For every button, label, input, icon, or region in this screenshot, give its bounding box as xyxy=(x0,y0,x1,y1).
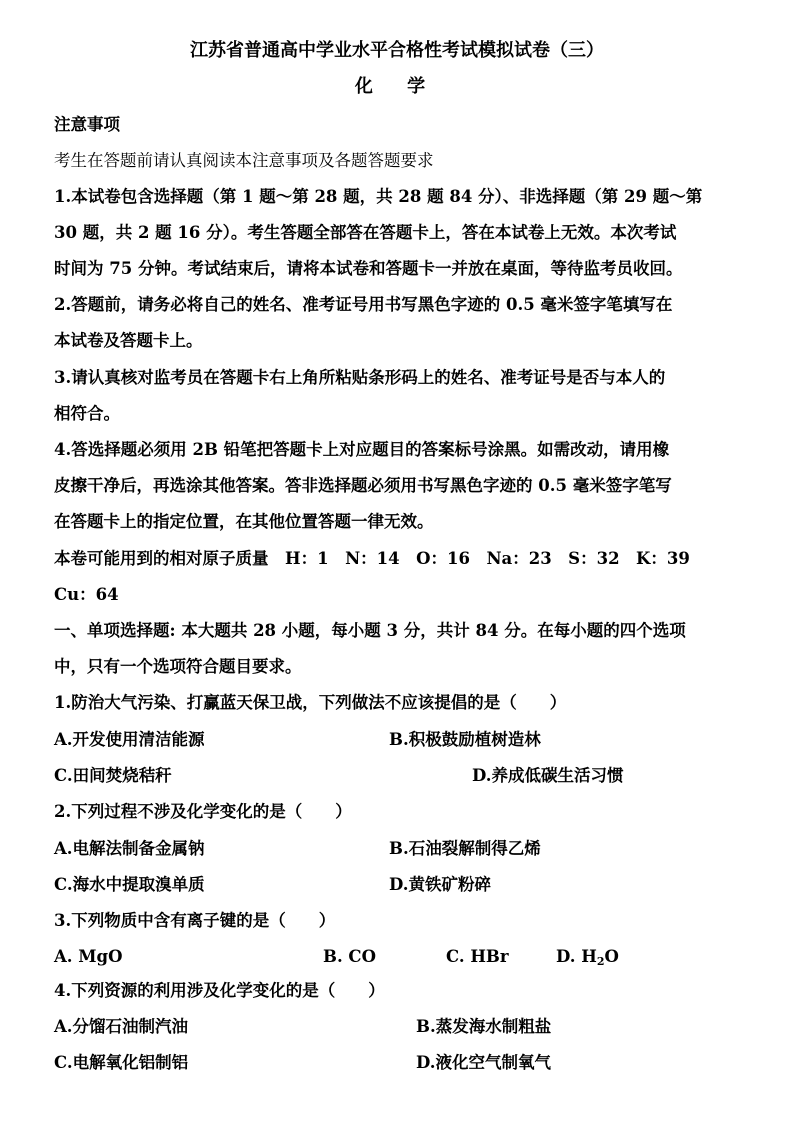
section-heading: 中，只有一个选项符合题目要求。 xyxy=(54,657,302,676)
notice-line: 时间为 75 分钟。考试结束后，请将本试卷和答题卡一并放在桌面，等待监考员收回。 xyxy=(54,259,683,278)
notice-line: 在答题卡上的指定位置，在其他位置答题一律无效。 xyxy=(54,512,434,531)
question-2-option-a: A.电解法制备金属钠 xyxy=(54,839,205,858)
question-2-stem: 2.下列过程不涉及化学变化的是（ ） xyxy=(54,802,352,821)
question-3-option-d-suffix: O xyxy=(604,947,619,966)
question-3-option-c: C. HBr xyxy=(446,947,509,966)
subject-title: 化 学 xyxy=(354,76,440,97)
notice-line: 本试卷及答题卡上。 xyxy=(54,331,203,350)
question-4-option-b: B.蒸发海水制粗盐 xyxy=(416,1017,552,1036)
question-1-option-d: D.养成低碳生活习惯 xyxy=(472,766,624,785)
notice-line: 2.答题前，请务必将自己的姓名、准考证号用书写黑色字迹的 0.5 毫米签字笔填写在 xyxy=(54,295,673,314)
question-3-option-d-subscript: 2 xyxy=(596,955,605,968)
question-1-option-a: A.开发使用清洁能源 xyxy=(54,730,205,749)
question-4-option-c: C.电解氧化铝制铝 xyxy=(54,1053,189,1072)
question-4-stem: 4.下列资源的利用涉及化学变化的是（ ） xyxy=(54,981,385,1000)
question-4-option-d: D.液化空气制氧气 xyxy=(416,1053,551,1072)
notice-line: 皮擦干净后，再选涂其他答案。答非选择题必须用书写黑色字迹的 0.5 毫米签字笔写 xyxy=(54,476,672,495)
atomic-mass-line: Cu：64 xyxy=(54,585,119,604)
notice-line: 30 题，共 2 题 16 分）。考生答题全部答在答题卡上，答在本试卷上无效。本次考试 xyxy=(54,223,677,242)
notice-line: 相符合。 xyxy=(54,404,120,423)
question-3-option-a: A. MgO xyxy=(54,947,123,966)
notice-line: 1.本试卷包含选择题（第 1 题～第 28 题，共 28 题 84 分）、非选择题（第 29 题～第 xyxy=(54,187,703,206)
question-1-option-b: B.积极鼓励植树造林 xyxy=(389,730,541,749)
question-2-option-b: B.石油裂解制得乙烯 xyxy=(389,839,541,858)
section-heading: 一、单项选择题: 本大题共 28 小题，每小题 3 分，共计 84 分。在每小题的四个选项 xyxy=(54,621,686,640)
question-3-option-d xyxy=(556,947,619,972)
question-1-stem: 1.防治大气污染、打赢蓝天保卫战，下列做法不应该提倡的是（ ） xyxy=(54,693,567,712)
question-4-option-a: A.分馏石油制汽油 xyxy=(54,1017,189,1036)
question-3-option-d-prefix: D. H xyxy=(556,947,597,966)
exam-title: 江苏省普通高中学业水平合格性考试模拟试卷（三） xyxy=(190,40,604,61)
notice-heading: 注意事项 xyxy=(54,115,120,134)
question-2-option-d: D.黄铁矿粉碎 xyxy=(389,875,491,894)
question-3-option-b: B. CO xyxy=(323,947,376,966)
notice-line: 4.答选择题必须用 2B 铅笔把答题卡上对应题目的答案标号涂黑。如需改动，请用橡 xyxy=(54,440,670,459)
question-3-stem: 3.下列物质中含有离子键的是（ ） xyxy=(54,911,336,930)
question-2-option-c: C.海水中提取溴单质 xyxy=(54,875,205,894)
notice-intro: 考生在答题前请认真阅读本注意事项及各题答题要求 xyxy=(54,151,434,170)
notice-line: 3.请认真核对监考员在答题卡右上角所粘贴条形码上的姓名、准考证号是否与本人的 xyxy=(54,368,666,387)
question-1-option-c: C.田间焚烧秸秆 xyxy=(54,766,172,785)
atomic-mass-line: 本卷可能用到的相对原子质量 H：1 N：14 O：16 Na：23 S：32 K：39 xyxy=(54,549,690,568)
